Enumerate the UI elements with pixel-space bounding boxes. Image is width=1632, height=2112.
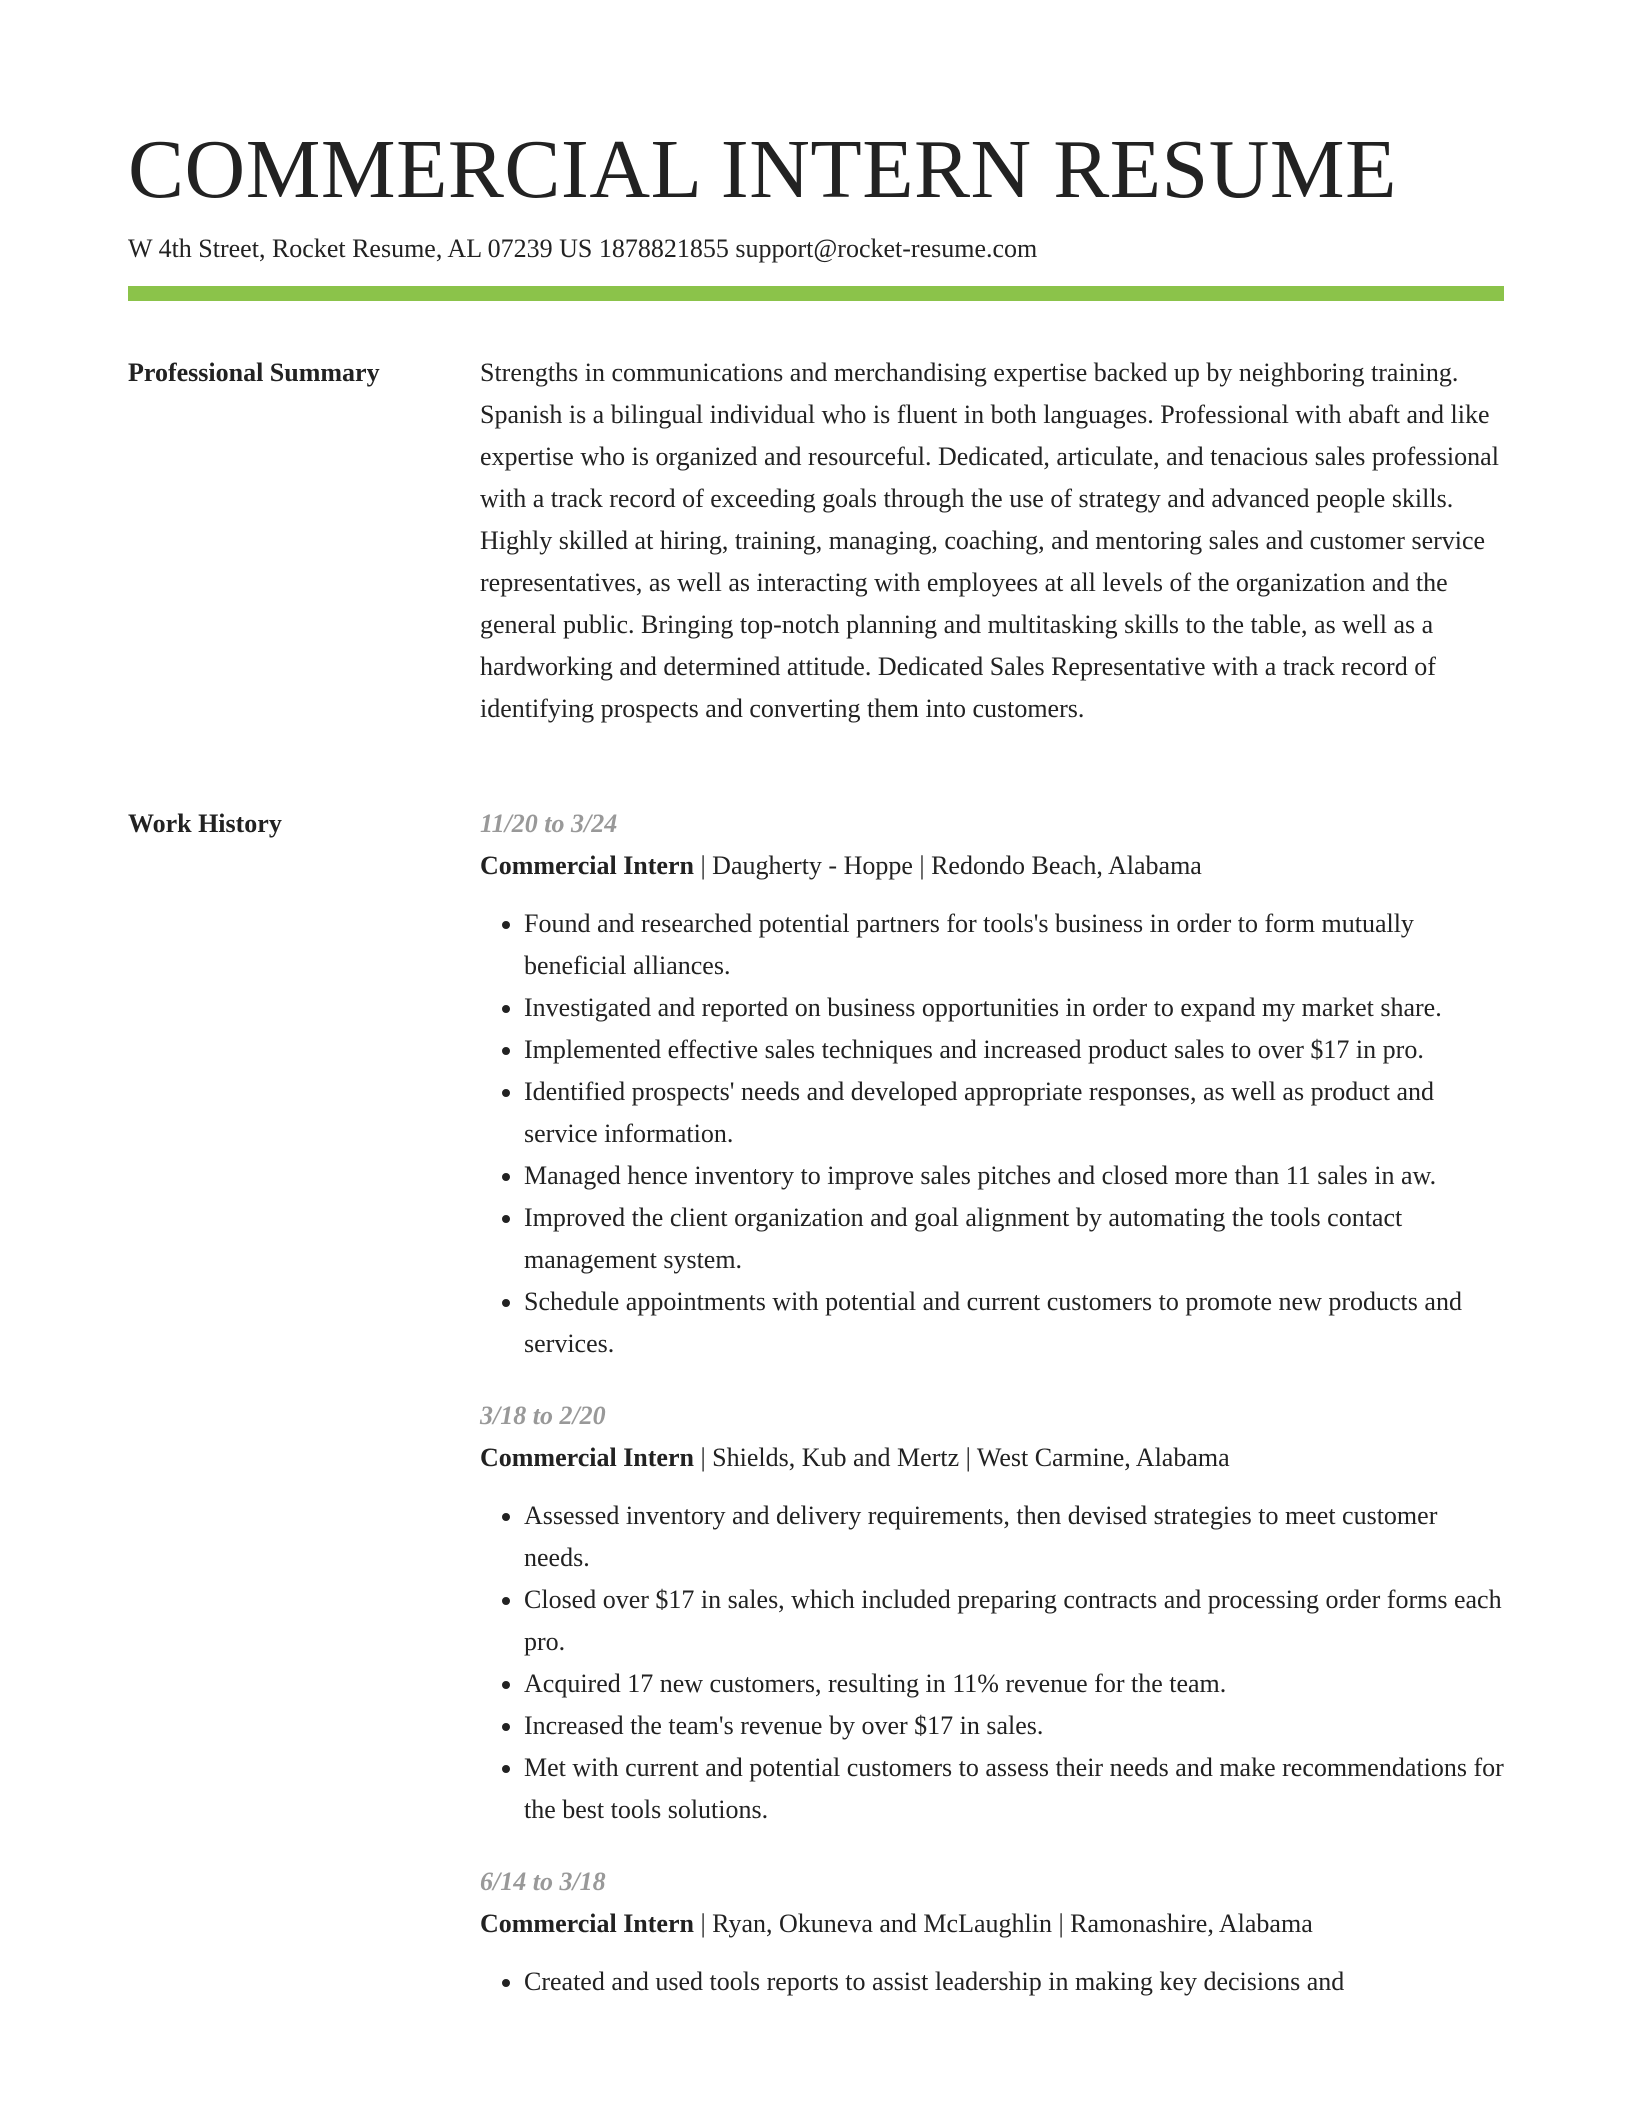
job-dates: 11/20 to 3/24 xyxy=(480,809,618,838)
job-bullet: • Acquired 17 new customers, resulting in 11% revenue for the team. xyxy=(524,1663,1504,1705)
job-title: Commercial Intern xyxy=(480,851,694,880)
job-company-location: | Shields, Kub and Mertz | West Carmine, Alabama xyxy=(693,1443,1230,1472)
job-title: Commercial Intern xyxy=(480,1909,694,1938)
job-bullet-list xyxy=(480,903,1504,1365)
job-dates: 6/14 to 3/18 xyxy=(480,1867,606,1896)
job-company-location: | Daugherty - Hoppe | Redondo Beach, Alabama xyxy=(693,851,1202,880)
summary-body xyxy=(480,352,1504,730)
job-company-location: | Ryan, Okuneva and McLaughlin | Ramonashire, Alabama xyxy=(693,1909,1313,1938)
job-bullet: • Improved the client organization and goal alignment by automating the tools contact management system. xyxy=(524,1197,1504,1281)
resume-title: COMMERCIAL INTERN RESUME xyxy=(128,123,1397,216)
job-bullet: • Assessed inventory and delivery requirements, then devised strategies to meet customer needs. xyxy=(524,1495,1504,1579)
job-title: Commercial Intern xyxy=(480,1443,694,1472)
section-label-summary: Professional Summary xyxy=(128,358,380,387)
header-divider xyxy=(128,286,1504,301)
work-history-body xyxy=(480,803,1504,2033)
job-bullet: • Schedule appointments with potential and current customers to promote new products and services. xyxy=(524,1281,1504,1365)
job-bullet-list xyxy=(480,1495,1504,1831)
job-bullet-list xyxy=(480,1961,1504,2003)
job-heading xyxy=(480,1437,1504,1479)
job-heading xyxy=(480,845,1504,887)
contact-line: W 4th Street, Rocket Resume, AL 07239 US 1878821855 support@rocket-resume.com xyxy=(128,234,1038,263)
section-label-work-history: Work History xyxy=(128,809,282,838)
summary-text: Strengths in communications and merchandising expertise backed up by neighboring training. Spanish is a bilingual individual who is fluent in both languages. Professional with abaft and like expertise who is organized and resourceful. Dedicated, articulate, and tenacious sales professional with a track record of exceeding goals through the use of strategy and advanced people skills. Highly skilled at hiring, training, managing, coaching, and mentoring sales and customer service representatives, as well as interacting with employees at all levels of the organization and the general public. Bringing top-notch planning and multitasking skills to the table, as well as a hardworking and determined attitude. Dedicated Sales Representative with a track record of identifying prospects and converting them into customers. xyxy=(480,358,1499,723)
job-entry xyxy=(480,1861,1504,2003)
job-heading xyxy=(480,1903,1504,1945)
job-bullet: • Managed hence inventory to improve sales pitches and closed more than 11 sales in aw. xyxy=(524,1155,1504,1197)
job-bullet: • Identified prospects' needs and developed appropriate responses, as well as product and service information. xyxy=(524,1071,1504,1155)
job-bullet: • Closed over $17 in sales, which included preparing contracts and processing order forms each pro. xyxy=(524,1579,1504,1663)
job-entry xyxy=(480,803,1504,1365)
job-bullet: • Met with current and potential customers to assess their needs and make recommendations for the best tools solutions. xyxy=(524,1747,1504,1831)
job-bullet: • Found and researched potential partners for tools's business in order to form mutually beneficial alliances. xyxy=(524,903,1504,987)
job-entry xyxy=(480,1395,1504,1831)
job-bullet: • Increased the team's revenue by over $17 in sales. xyxy=(524,1705,1504,1747)
job-bullet: • Investigated and reported on business opportunities in order to expand my market share. xyxy=(524,987,1504,1029)
job-bullet: • Implemented effective sales techniques and increased product sales to over $17 in pro. xyxy=(524,1029,1504,1071)
job-dates: 3/18 to 2/20 xyxy=(480,1401,606,1430)
job-bullet: • Created and used tools reports to assist leadership in making key decisions and xyxy=(524,1961,1504,2003)
